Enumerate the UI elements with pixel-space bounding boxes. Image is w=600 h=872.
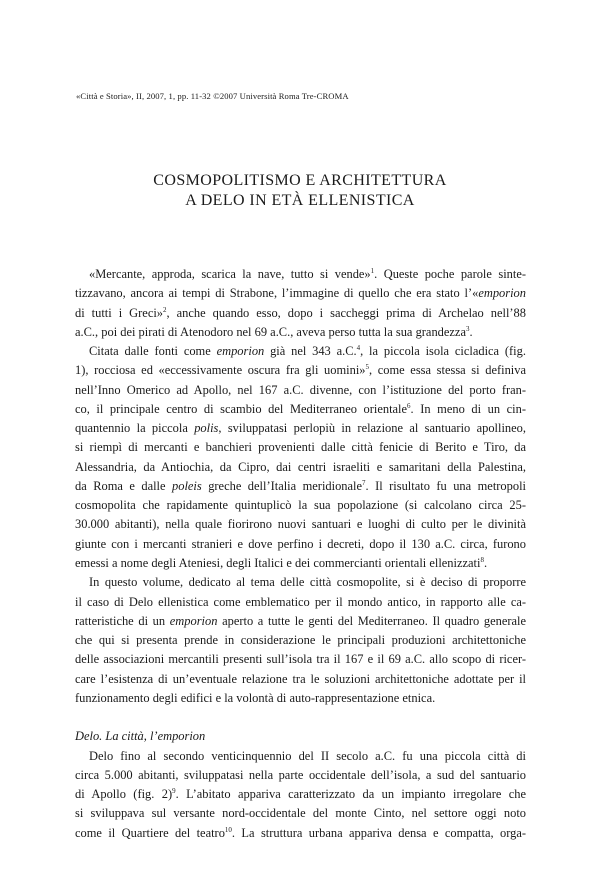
footnote-ref[interactable]: 3 (465, 324, 470, 333)
text-line: si riempì di mercanti e banchieri provenienti dalle città fenicie di Berito e Tiro, da (75, 440, 526, 455)
text-line: di Apollo (fig. 2)$^9$. L’abitato appariva caratterizzato da un impianto irregolare che (75, 787, 527, 802)
article-body (75, 265, 526, 843)
footnote-ref[interactable]: 6 (407, 401, 411, 410)
text-line: Citata dalle fonti come emporion già nel 343 a.C.$^4$, la piccola isola cicladica (fig. (89, 344, 526, 359)
text-line: di tutti i Greci»$^2$, anche quando esso, dopo i saccheggi prima di Archelao nell’88 (75, 305, 526, 320)
footnote-ref[interactable]: 10 (224, 825, 232, 834)
text-line: a.C., poi dei pirati di Atenodoro nel 69 a.C., aveva perso tutta la sua grandezza$^3$. (75, 324, 473, 339)
article-title-line-2: A DELO IN ETÀ ELLENISTICA (185, 192, 415, 209)
footnote-ref[interactable]: 5 (365, 363, 369, 372)
text-line: che qui si presenta prende in considerazione le principali produzioni architettoniche (75, 633, 526, 648)
text-line: Alessandria, da Antiochia, da Cipro, dai centri israeliti e samaritani della Palestina, (75, 459, 526, 474)
text-line: Delo fino al secondo venticinquennio del II secolo a.C. fu una piccola città di (89, 748, 526, 763)
footnote-ref[interactable]: 2 (163, 305, 167, 314)
text-line: giunte con i mercanti stranieri e dove perfino i decreti, dopo il 130 a.C. circa, furono (75, 536, 526, 551)
text-line: «Mercante, approda, scarica la nave, tutto si vende»$^1$. Queste poche parole sinte- (89, 267, 526, 281)
text-line: 1), rocciosa ed «eccessivamente oscura fra gli uomini»$^5$, come essa stessa si definiva (75, 363, 526, 378)
text-line: si sviluppava sul versante nord-occidentale del monte Cinto, nel settore oggi noto (75, 806, 526, 821)
article-title-line-1: COSMOPOLITISMO E ARCHITETTURA (153, 172, 447, 189)
spacer (75, 708, 526, 727)
text-line: funzionamento degli edifici e la volontà di auto-rappresentazione etnica. (75, 690, 436, 705)
journal-citation: «Città e Storia», II, 2007, 1, pp. 11-32 ©2007 Università Roma Tre-CROMA (76, 91, 349, 101)
text-line: 30.000 abitanti), nella quale fiorirono nuovi santuari e luoghi di culto per le divinità (75, 517, 526, 532)
section-heading: Delo. La città, l’emporion (75, 729, 206, 744)
footnote-ref[interactable]: 1 (370, 267, 375, 275)
text-line: co, il principale centro di scambio del Mediterraneo orientale$^6$. In meno di un cin- (75, 401, 526, 416)
text-line: cosmopolita che rapidamente quintuplicò la sua popolazione (si calcolano circa 25- (75, 498, 526, 513)
text-line: tizzavano, ancora ai tempi di Strabone, l’immagine di quello che era stato l’«emporion (75, 286, 526, 301)
footnote-ref[interactable]: 8 (480, 555, 484, 564)
text-line: emessi a nome degli Ateniesi, degli Italici e dei commercianti orientali ellenizzati$^8$. (75, 555, 488, 570)
text-line: da Roma e dalle poleis greche dell’Italia meridionale$^7$. Il risultato fu una metropoli (75, 478, 526, 493)
footnote-ref[interactable]: 9 (172, 787, 176, 796)
text-line: delle associazioni mercantili presenti sull’isola tra il 167 e il 69 a.C. allo scopo di ricer- (75, 652, 526, 667)
text-line: ratteristiche di un emporion aperto a tutte le genti del Mediterraneo. Il quadro generale (75, 613, 526, 628)
text-line: nell’Inno Omerico ad Apollo, nel 167 a.C. divenne, con l’istituzione del porto fran- (75, 382, 526, 397)
text-line: quantennio la piccola polis, sviluppatasi perlopiù in relazione al santuario apollineo, (75, 421, 526, 436)
footnote-ref[interactable]: 4 (356, 344, 361, 353)
text-line: circa 5.000 abitanti, sviluppatasi nella parte occidentale dell’isola, a sud del santuario (75, 767, 526, 782)
text-line: In questo volume, dedicato al tema delle città cosmopolite, si è deciso di proporre (89, 575, 526, 590)
text-line: care l’esistenza di un’eventuale relazione tra le soluzioni architettoniche adottate per il (75, 671, 526, 686)
text-line: come il Quartiere del teatro$^{10}$. La struttura urbana appariva densa e compatta, orga- (75, 825, 526, 840)
text-line: il caso di Delo ellenistica come emblematico per il mondo antico, in rapporto alle ca- (75, 594, 526, 609)
footnote-ref[interactable]: 7 (362, 478, 366, 487)
